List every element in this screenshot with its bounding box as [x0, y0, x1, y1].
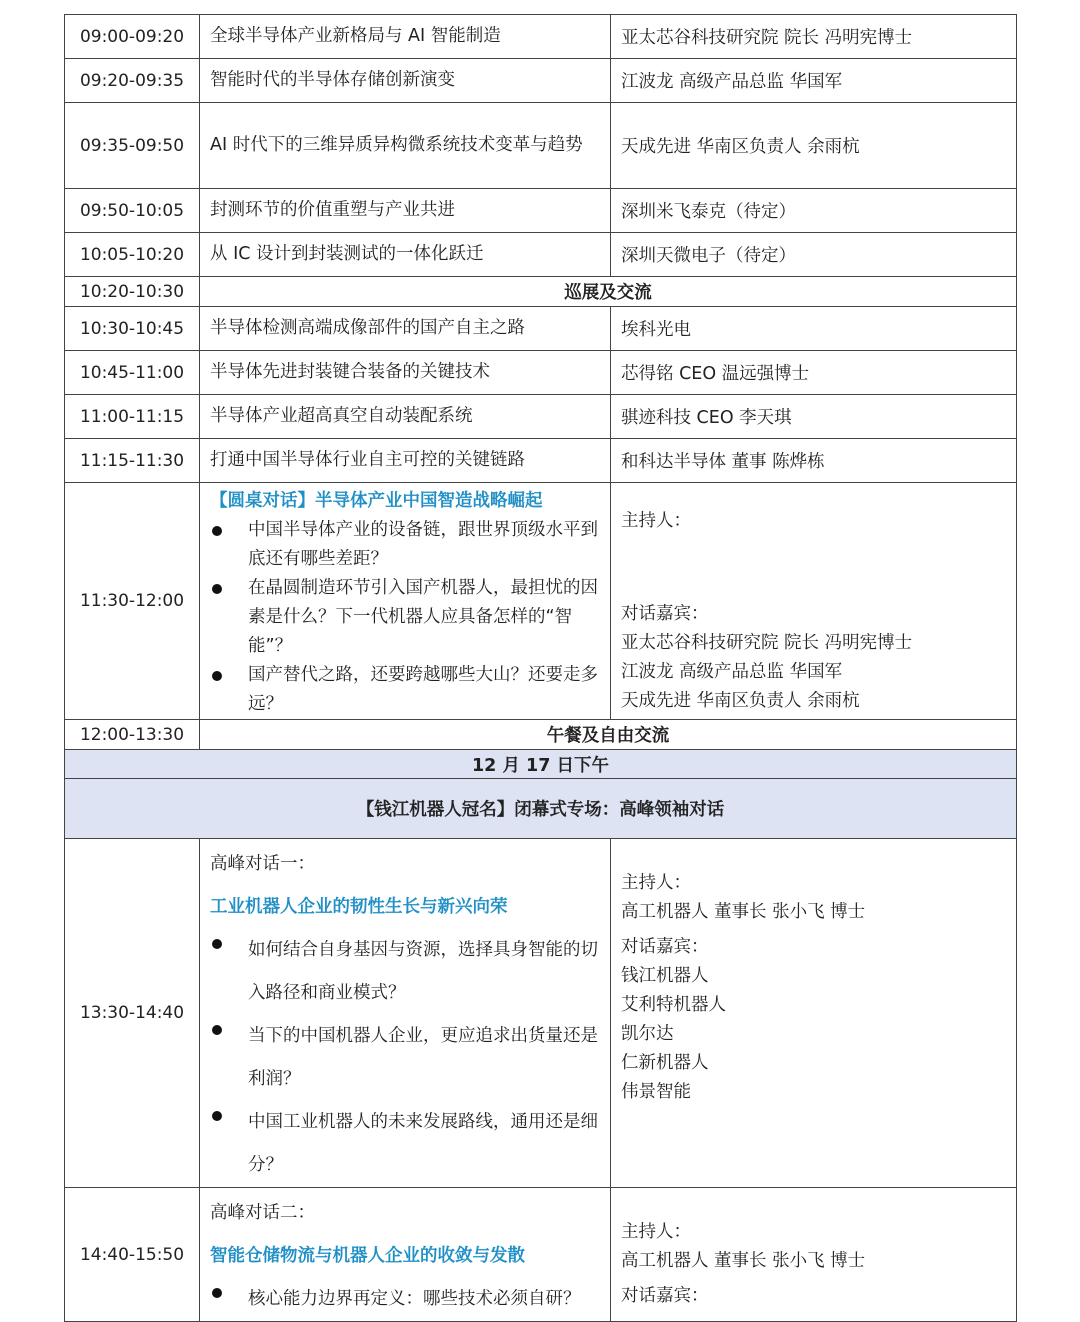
- table-row: [65, 307, 1017, 351]
- topic-cell: 全球半导体产业新格局与 AI 智能制造: [200, 15, 611, 59]
- guests-label: 对话嘉宾：: [621, 937, 709, 957]
- time-cell: 12:00-13:30: [65, 720, 200, 750]
- table-row: [65, 277, 1017, 307]
- speaker-cell: 天成先进 华南区负责人 余雨杭: [611, 103, 1017, 189]
- bullet-item: 核心能力边界再定义：哪些技术必须自研？: [210, 1278, 600, 1321]
- topic-cell: 封测环节的价值重塑与产业共进: [200, 189, 611, 233]
- topic-cell: 半导体检测高端成像部件的国产自主之路: [200, 307, 611, 351]
- guests-label: 对话嘉宾：: [621, 1286, 709, 1306]
- host-name: 高工机器人 董事长 张小飞 博士: [621, 902, 866, 922]
- bullet-item: 中国工业机器人的未来发展路线，通用还是细分？: [210, 1101, 600, 1187]
- table-row: [65, 103, 1017, 189]
- topic-cell: [200, 483, 611, 720]
- bullet-item: 如何结合自身基因与资源，选择具身智能的切入路径和商业模式？: [210, 929, 600, 1015]
- guest-name: 艾利特机器人: [621, 995, 726, 1015]
- table-row: [65, 15, 1017, 59]
- time-cell: 13:30-14:40: [65, 839, 200, 1188]
- table-row: [65, 750, 1017, 779]
- host-name: 高工机器人 董事长 张小飞 博士: [621, 1251, 866, 1271]
- time-cell: 09:35-09:50: [65, 103, 200, 189]
- host-label: 主持人：: [621, 1222, 691, 1242]
- speaker-cell: 和科达半导体 董事 陈烨栋: [611, 439, 1017, 483]
- section-header: 【钱江机器人冠名】闭幕式专场：高峰领袖对话: [65, 779, 1017, 839]
- time-cell: 10:30-10:45: [65, 307, 200, 351]
- guest-name: 江波龙 高级产品总监 华国军: [621, 662, 843, 682]
- speaker-cell: 深圳天微电子（待定）: [611, 233, 1017, 277]
- guest-name: 亚太芯谷科技研究院 院长 冯明宪博士: [621, 633, 913, 653]
- table-row: [65, 59, 1017, 103]
- break-label: 午餐及自由交流: [200, 720, 1017, 750]
- table-row: [65, 395, 1017, 439]
- time-cell: 11:15-11:30: [65, 439, 200, 483]
- speaker-cell: 深圳米飞泰克（待定）: [611, 189, 1017, 233]
- panel-title: 【圆桌对话】半导体产业中国智造战略崛起: [210, 491, 543, 511]
- speaker-cell: [611, 1188, 1017, 1322]
- speaker-cell: 芯得铭 CEO 温远强博士: [611, 351, 1017, 395]
- time-cell: 10:05-10:20: [65, 233, 200, 277]
- spacer: [621, 536, 1006, 565]
- panel-prefix: 高峰对话二：: [210, 1203, 315, 1223]
- time-cell: 11:00-11:15: [65, 395, 200, 439]
- bullet-item: 在晶圆制造环节引入国产机器人，最担忧的因素是什么？下一代机器人应具备怎样的“智能”？: [210, 574, 600, 661]
- guest-name: 钱江机器人: [621, 966, 709, 986]
- bullet-item: 当下的中国机器人企业，更应追求出货量还是利润？: [210, 1015, 600, 1101]
- guest-name: 仁新机器人: [621, 1053, 709, 1073]
- time-cell: 09:50-10:05: [65, 189, 200, 233]
- table-row: [65, 720, 1017, 750]
- speaker-cell: 江波龙 高级产品总监 华国军: [611, 59, 1017, 103]
- topic-cell: [200, 839, 611, 1188]
- table-row: [65, 483, 1017, 720]
- guests-label: 对话嘉宾：: [621, 604, 709, 624]
- bullet-item: 中国半导体产业的设备链，跟世界顶级水平到底还有哪些差距？: [210, 516, 600, 574]
- time-cell: 09:00-09:20: [65, 15, 200, 59]
- guest-name: 凯尔达: [621, 1024, 674, 1044]
- panel-title: 智能仓储物流与机器人企业的收敛与发散: [210, 1246, 525, 1266]
- speaker-cell: 亚太芯谷科技研究院 院长 冯明宪博士: [611, 15, 1017, 59]
- spacer: [621, 565, 1006, 594]
- topic-cell: 从 IC 设计到封装测试的一体化跃迁: [200, 233, 611, 277]
- table-row: [65, 779, 1017, 839]
- bullet-list: [210, 1278, 600, 1321]
- time-cell: 14:40-15:50: [65, 1188, 200, 1322]
- table-row: [65, 439, 1017, 483]
- table-row: [65, 189, 1017, 233]
- speaker-cell: 骐迹科技 CEO 李天琪: [611, 395, 1017, 439]
- table-row: [65, 233, 1017, 277]
- speaker-cell: [611, 483, 1017, 720]
- time-cell: 10:45-11:00: [65, 351, 200, 395]
- table-row: [65, 1188, 1017, 1322]
- guest-name: 伟景智能: [621, 1082, 691, 1102]
- topic-cell: AI 时代下的三维异质异构微系统技术变革与趋势: [200, 103, 611, 189]
- bullet-list: [210, 929, 600, 1187]
- bullet-list: [210, 516, 600, 719]
- break-label: 巡展及交流: [200, 277, 1017, 307]
- topic-cell: 半导体产业超高真空自动装配系统: [200, 395, 611, 439]
- host-label: 主持人：: [621, 873, 691, 893]
- time-cell: 10:20-10:30: [65, 277, 200, 307]
- time-cell: 11:30-12:00: [65, 483, 200, 720]
- panel-prefix: 高峰对话一：: [210, 854, 315, 874]
- time-cell: 09:20-09:35: [65, 59, 200, 103]
- speaker-cell: [611, 839, 1017, 1188]
- table-row: [65, 351, 1017, 395]
- section-header: 12 月 17 日下午: [65, 750, 1017, 779]
- panel-title: 工业机器人企业的韧性生长与新兴向荣: [210, 897, 508, 917]
- speaker-cell: 埃科光电: [611, 307, 1017, 351]
- topic-cell: 智能时代的半导体存储创新演变: [200, 59, 611, 103]
- topic-cell: [200, 1188, 611, 1322]
- topic-cell: 半导体先进封装键合装备的关键技术: [200, 351, 611, 395]
- table-row: [65, 839, 1017, 1188]
- host-label: 主持人：: [621, 511, 691, 531]
- guest-name: 天成先进 华南区负责人 余雨杭: [621, 691, 860, 711]
- topic-cell: 打通中国半导体行业自主可控的关键链路: [200, 439, 611, 483]
- bullet-item: 国产替代之路，还要跨越哪些大山？还要走多远？: [210, 661, 600, 719]
- agenda-table: [64, 14, 1017, 1322]
